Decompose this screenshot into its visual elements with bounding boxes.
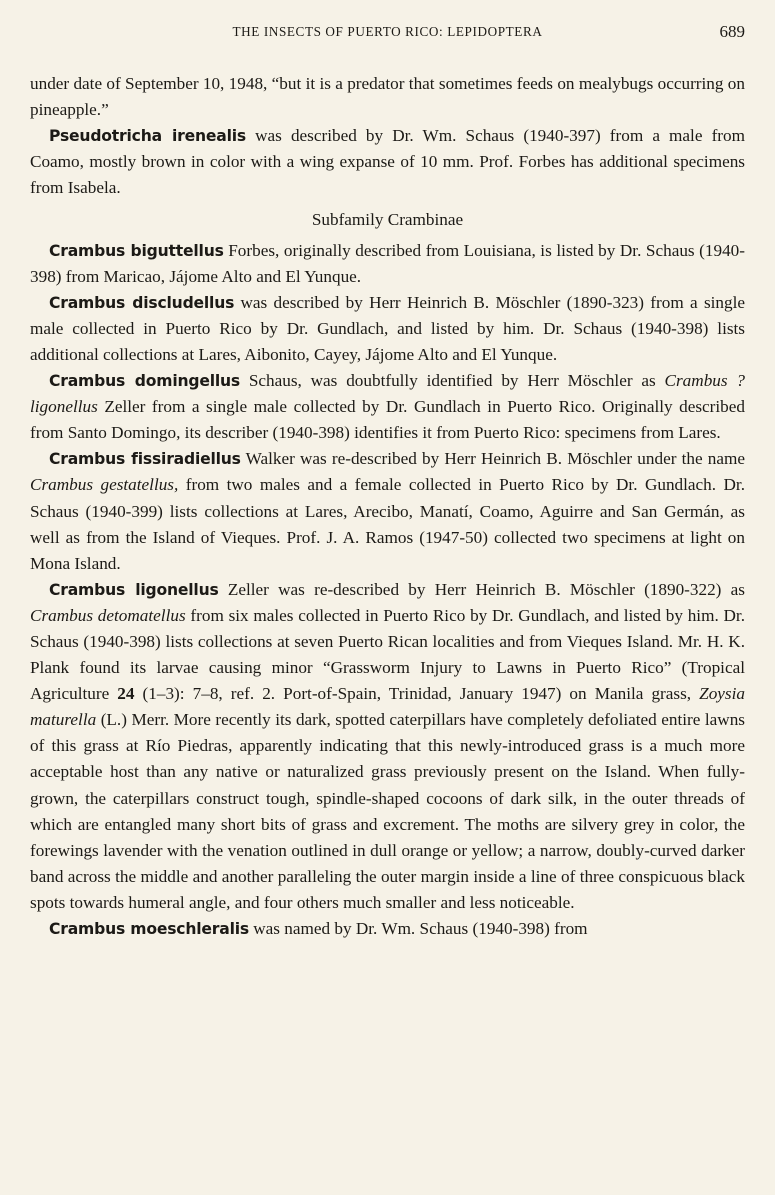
paragraph-text: Schaus, was doubtfully identified by Herr Möschler as — [240, 371, 665, 391]
italic-host-plant: Zoysia maturella — [30, 684, 745, 730]
taxon-name: Crambus fissiradiellus — [49, 450, 241, 469]
paragraph-text: (1–3): 7–8, ref. 2. Port-of-Spain, Trinidad, January 1947) on Manila grass, — [134, 684, 700, 704]
paragraph-text: from two males and a female collected in Puerto Rico by Dr. Gundlach. Dr. Schaus (1940-399) lists collections at Lares, Arecibo, Manatí, Coamo, Aguirre and San Germán, as well as from the Island of Vieques. Prof. J. A. Ramos (1947-50) collected two specimens at light on Mona Island. — [30, 475, 745, 573]
paragraph-text: was described by Dr. Wm. Schaus (1940-397) from a male from Coamo, mostly brown in color with a wing expanse of 10 mm. Prof. Forbes has additional specimens from Isabela. — [30, 126, 745, 198]
italic-synonym: Crambus detomatellus — [30, 605, 186, 625]
subfamily-heading: Subfamily Crambinae — [311, 210, 464, 230]
italic-synonym: Crambus ? ligonellus — [30, 371, 745, 417]
paragraph-intro — [30, 71, 745, 123]
paragraph-text: was named by Dr. Wm. Schaus (1940-398) from — [248, 919, 588, 938]
taxon-name: Crambus moeschleralis — [49, 920, 249, 938]
paragraph-crambus-moeschleralis — [30, 916, 745, 942]
paragraph-crambus-domingellus — [30, 368, 745, 446]
paragraph-text: Forbes, originally described from Louisiana, is listed by Dr. Schaus (1940-398) from Maricao, Jájome Alto and El Yunque. — [30, 240, 745, 286]
paragraph-text: (L.) Merr. More recently its dark, spotted caterpillars have completely defoliated entire lawns of this grass at Río Piedras, apparently indicating that this newly-introduced grass is a much more acceptable host than any native or naturalized grass previously present on the Island. When fully-grown, the caterpillars construct tough, spindle-shaped cocoons of dark silk, in the outer threads of which are entangled many short bits of grass and excrement. The moths are silvery grey in color, the forewings lavender with the venation outlined in dull orange or yellow; a narrow, doubly-curved darker band across the middle and another paralleling the outer margin inside a line of three conspicuous black spots towards humeral angle, and four others much smaller and less noticeable. — [30, 710, 745, 912]
paragraph-crambus-biguttellus — [30, 238, 745, 290]
paragraph-pseudotricha-irenealis — [30, 123, 745, 201]
taxon-name: Crambus biguttellus — [49, 241, 224, 260]
running-head — [30, 22, 745, 44]
taxon-name: Crambus domingellus — [49, 372, 240, 391]
paragraph-crambus-ligonellus — [30, 577, 745, 916]
taxon-name: Crambus ligonellus — [49, 580, 219, 599]
paragraph-crambus-fissiradiellus — [30, 446, 745, 576]
journal-volume: 24 — [117, 684, 135, 704]
paragraph-text: was described by Herr Heinrich B. Möschler (1890-323) from a single male collected in Puerto Rico by Dr. Gundlach, and listed by him. Dr. Schaus (1940-398) lists additional collections at Lares, Aibonito, Cayey, Jájome Alto and El Yunque. — [30, 292, 745, 364]
page-number: 689 — [719, 22, 745, 41]
taxon-name: Pseudotricha irenealis — [49, 127, 246, 146]
taxon-name: Crambus discludellus — [49, 293, 235, 312]
running-title: THE INSECTS OF PUERTO RICO: LEPIDOPTERA — [232, 24, 543, 39]
paragraph-text: from six males collected in Puerto Rico by Dr. Gundlach, and listed by him. Dr. Schaus (1940-398) lists collections at seven Puerto Rican localities and from Vieques Island. Mr. H. K. Plank found its larvae causing minor “Grassworm Injury to Lawns in Puerto Rico” (Tropical Agriculture — [30, 605, 745, 704]
paragraph-text: Zeller from a single male collected by Dr. Gundlach in Puerto Rico. Originally described from Santo Domingo, its describer (1940-398) identifies it from Puerto Rico: specimens from Lares. — [30, 397, 745, 443]
paragraph-text: Walker was re-described by Herr Heinrich B. Möschler under the name — [240, 449, 745, 469]
body-text — [30, 71, 745, 942]
paragraph-text: Zeller was re-described by Herr Heinrich B. Möschler (1890-322) as — [218, 579, 745, 599]
paragraph-crambus-discludellus — [30, 290, 745, 368]
intro-text: under date of September 10, 1948, “but it is a predator that sometimes feeds on mealybugs occurring on pineapple.” — [30, 74, 745, 120]
italic-synonym: Crambus gestatellus, — [30, 475, 179, 495]
